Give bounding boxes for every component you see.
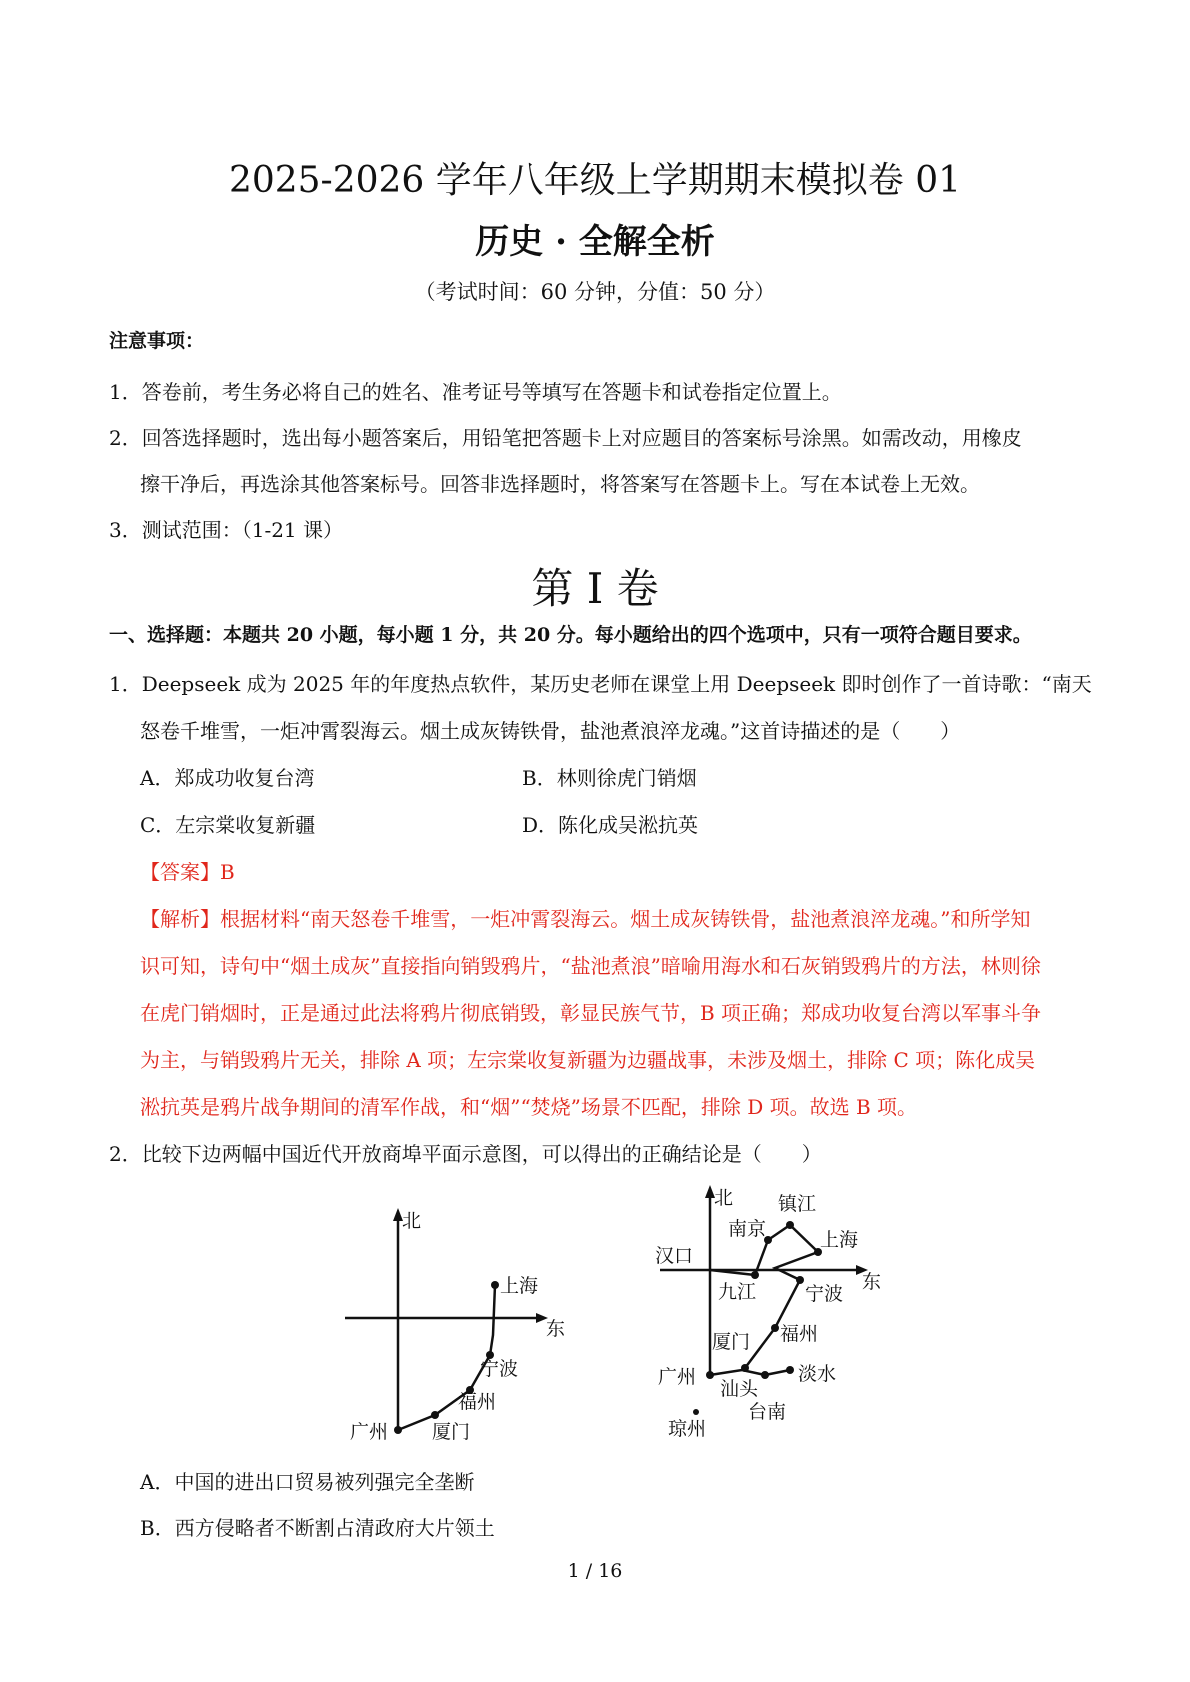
q1-analysis-line-5: 淞抗英是鸦片战争期间的清军作战，和“烟”“焚烧”场景不匹配，排除 D 项。故选 B 项。 — [140, 1095, 918, 1119]
notice-item-2-cont: 擦干净后，再选涂其他答案标号。回答非选择题时，将答案写在答题卡上。写在本试卷上无效。 — [140, 472, 980, 496]
section-heading: 一、选择题：本题共 20 小题，每小题 1 分，共 20 分。每小题给出的四个选项中，只有一项符合题目要求。 — [109, 624, 1032, 646]
map1-city: 福州 — [458, 1391, 497, 1413]
map2-city: 福州 — [780, 1323, 819, 1345]
map2-city: 镇江 — [778, 1193, 817, 1215]
q1-answer: 【答案】B — [140, 860, 235, 884]
q1-option-d: D．陈化成吴淞抗英 — [522, 813, 699, 837]
q1-stem-line-1: 1．Deepseek 成为 2025 年的年度热点软件，某历史老师在课堂上用 Deepseek 即时创作了一首诗歌：“南天 — [109, 672, 1092, 696]
map2-city: 厦门 — [712, 1331, 751, 1353]
map2-city: 宁波 — [805, 1283, 844, 1305]
q1-analysis-line-2: 识可知，诗句中“烟土成灰”直接指向销毁鸦片，“盐池煮浪”暗喻用海水和石灰销毁鸦片的方法，林则徐 — [140, 954, 1041, 978]
q1-option-b: B．林则徐虎门销烟 — [522, 766, 697, 790]
q1-analysis-line-1: 【解析】根据材料“南天怒卷千堆雪，一炬冲霄裂海云。烟土成灰铸铁骨，盐池煮浪淬龙魂。”和所学知 — [140, 907, 1031, 931]
map1-city: 宁波 — [480, 1358, 519, 1380]
map2-city: 琼州 — [668, 1418, 707, 1440]
map2-city: 台南 — [748, 1401, 787, 1423]
map-expanded-ports — [650, 1180, 900, 1450]
notice-item-3: 3．测试范围：（1-21 课） — [109, 518, 344, 542]
map1-north-label: 北 — [402, 1210, 422, 1232]
map2-city: 汉口 — [655, 1245, 694, 1267]
map2-city: 淡水 — [798, 1363, 837, 1385]
q2-stem: 2．比较下边两幅中国近代开放商埠平面示意图，可以得出的正确结论是（ ） — [109, 1142, 822, 1166]
q2-option-b: B．西方侵略者不断割占清政府大片领土 — [140, 1516, 495, 1540]
map-five-ports — [340, 1205, 570, 1450]
q2-option-a: A．中国的进出口贸易被列强完全垄断 — [140, 1470, 475, 1494]
notice-item-1: 1．答卷前，考生务必将自己的姓名、准考证号等填写在答题卡和试卷指定位置上。 — [109, 380, 842, 404]
exam-info: （考试时间：60 分钟，分值：50 分） — [414, 280, 776, 304]
map1-city: 广州 — [350, 1421, 389, 1443]
q1-analysis-line-4: 为主，与销毁鸦片无关，排除 A 项；左宗棠收复新疆为边疆战事，未涉及烟土，排除 C 项；陈化成吴 — [140, 1048, 1036, 1072]
map2-city: 广州 — [658, 1366, 697, 1388]
map2-east-label: 东 — [862, 1271, 882, 1293]
exam-title: 2025-2026 学年八年级上学期期末模拟卷 01 — [228, 160, 962, 201]
map2-city: 南京 — [728, 1218, 767, 1240]
map1-city: 厦门 — [432, 1421, 471, 1443]
q1-analysis-line-3: 在虎门销烟时，正是通过此法将鸦片彻底销毁，彰显民族气节，B 项正确；郑成功收复台湾以军事斗争 — [140, 1001, 1042, 1025]
map2-city: 汕头 — [720, 1378, 759, 1400]
q1-option-c: C．左宗棠收复新疆 — [140, 813, 316, 837]
map2-city: 上海 — [820, 1229, 859, 1251]
volume-title: 第 I 卷 — [531, 564, 659, 613]
exam-subtitle: 历史 · 全解全析 — [475, 222, 715, 262]
map2-north-label: 北 — [714, 1187, 734, 1209]
q1-option-a: A．郑成功收复台湾 — [140, 766, 315, 790]
notice-heading: 注意事项： — [109, 330, 205, 352]
map1-east-label: 东 — [546, 1318, 566, 1340]
notice-item-2: 2．回答选择题时，选出每小题答案后，用铅笔把答题卡上对应题目的答案标号涂黑。如需改动，用橡皮 — [109, 426, 1022, 450]
q1-stem-line-2: 怒卷千堆雪，一炬冲霄裂海云。烟土成灰铸铁骨，盐池煮浪淬龙魂。”这首诗描述的是（ ） — [140, 719, 961, 743]
page-number: 1 / 16 — [567, 1560, 623, 1582]
map2-city: 九江 — [718, 1281, 757, 1303]
map1-city: 上海 — [500, 1275, 539, 1297]
